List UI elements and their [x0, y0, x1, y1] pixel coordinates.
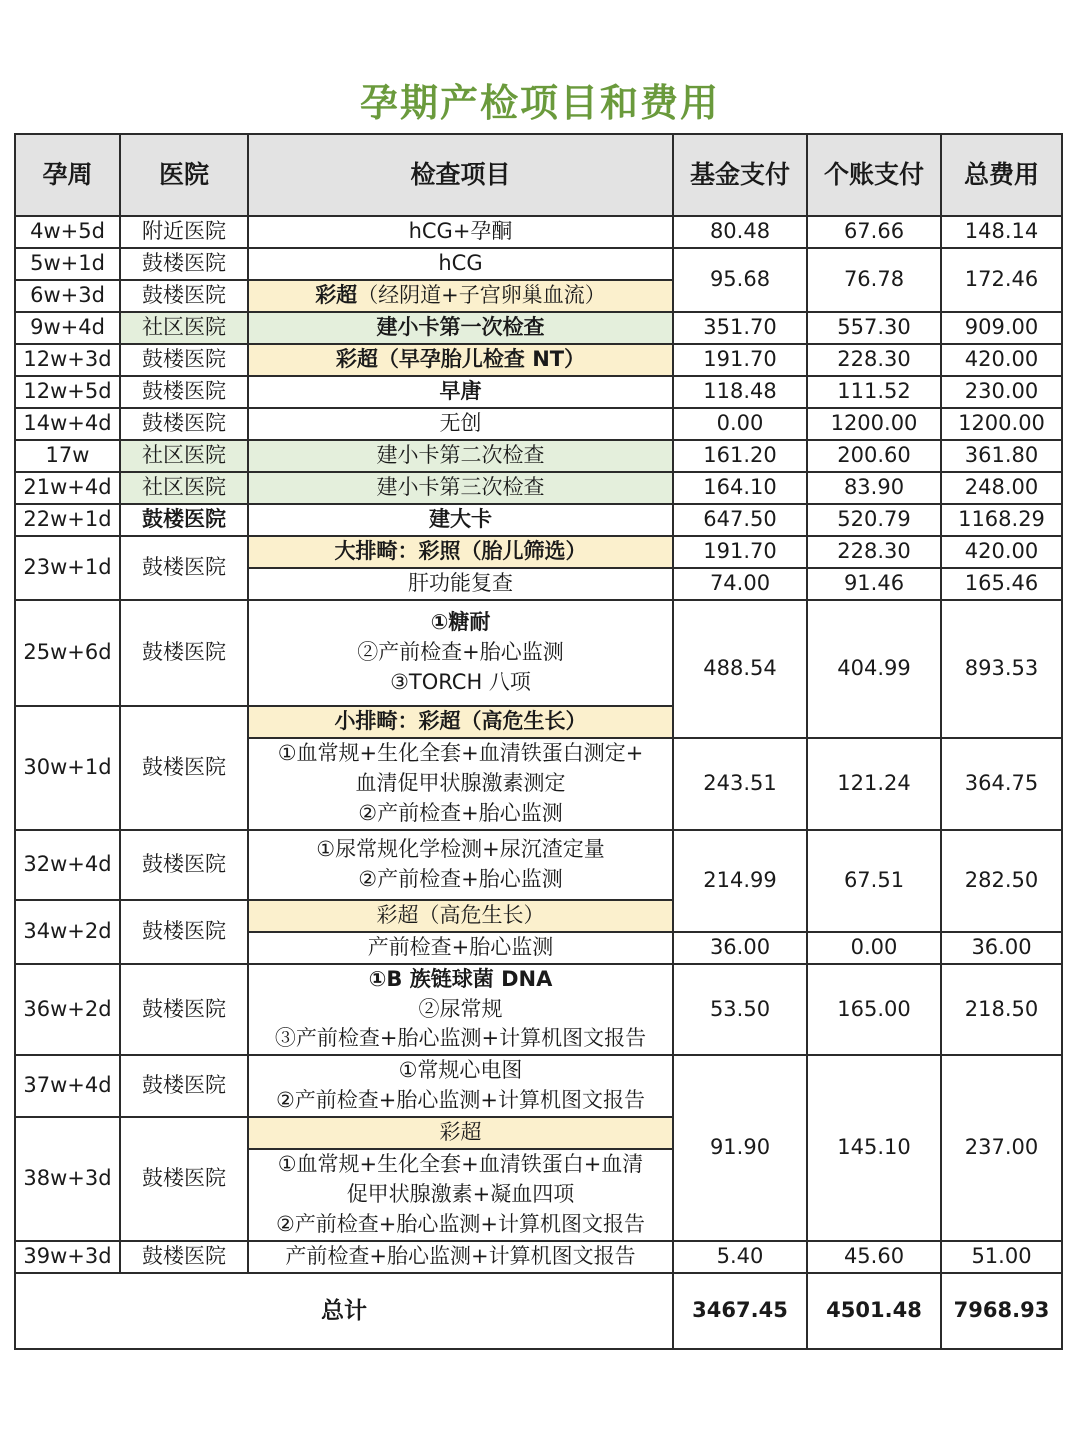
cell-item: [248, 600, 673, 706]
cell-week: 9w+4d: [15, 312, 120, 344]
table-row: [15, 536, 1062, 568]
item-line: ②尿常规: [418, 996, 503, 1021]
cell-total: 1200.00: [941, 408, 1062, 440]
cell-hospital: 鼓楼医院: [120, 280, 248, 312]
cell-item: 彩超（早孕胎儿检查 NT）: [248, 344, 673, 376]
cell-hospital: 鼓楼医院: [120, 408, 248, 440]
cell-hospital: 鼓楼医院: [120, 504, 248, 536]
cell-hospital: 社区医院: [120, 472, 248, 504]
cell-item: [248, 1149, 673, 1241]
summary-label: 总计: [15, 1273, 673, 1349]
cell-total: 909.00: [941, 312, 1062, 344]
cell-personal: 200.60: [807, 440, 941, 472]
cell-total: 893.53: [941, 600, 1062, 738]
item-line: ①血常规+生化全套+血清铁蛋白测定+: [277, 741, 644, 766]
cell-total: 165.46: [941, 568, 1062, 600]
cell-personal: 111.52: [807, 376, 941, 408]
cell-total: 420.00: [941, 344, 1062, 376]
header-items: 检查项目: [248, 134, 673, 216]
cell-fund: 164.10: [673, 472, 807, 504]
cell-week: 14w+4d: [15, 408, 120, 440]
cell-item-head: 彩超: [248, 1117, 673, 1149]
cell-fund: 118.48: [673, 376, 807, 408]
cell-hospital: 鼓楼医院: [120, 1055, 248, 1117]
cell-week: 6w+3d: [15, 280, 120, 312]
cell-week: 4w+5d: [15, 216, 120, 248]
table-row: [15, 1241, 1062, 1273]
cell-personal: 1200.00: [807, 408, 941, 440]
item-line: ②产前检查+胎心监测+计算机图文报告: [275, 1211, 646, 1236]
cell-week: 34w+2d: [15, 900, 120, 964]
cell-fund: 214.99: [673, 830, 807, 932]
fee-table: [14, 133, 1063, 1350]
cell-item: 无创: [248, 408, 673, 440]
cell-total: 172.46: [941, 248, 1062, 312]
table-row: [15, 440, 1062, 472]
cell-week: 12w+5d: [15, 376, 120, 408]
cell-item: 产前检查+胎心监测+计算机图文报告: [248, 1241, 673, 1273]
cell-personal: 557.30: [807, 312, 941, 344]
header-fund: 基金支付: [673, 134, 807, 216]
cell-personal: 145.10: [807, 1055, 941, 1241]
table-row: [15, 216, 1062, 248]
cell-personal: 67.66: [807, 216, 941, 248]
cell-total: 148.14: [941, 216, 1062, 248]
cell-fund: 36.00: [673, 932, 807, 964]
cell-item: [248, 830, 673, 900]
cell-hospital: 社区医院: [120, 440, 248, 472]
cell-total: 1168.29: [941, 504, 1062, 536]
cell-item: 早唐: [248, 376, 673, 408]
cell-total: 230.00: [941, 376, 1062, 408]
cell-hospital: 鼓楼医院: [120, 248, 248, 280]
cell-fund: 488.54: [673, 600, 807, 738]
cell-hospital: 鼓楼医院: [120, 600, 248, 706]
table-row: [15, 504, 1062, 536]
cell-personal: 121.24: [807, 738, 941, 830]
table-row: [15, 248, 1062, 280]
cell-personal: 228.30: [807, 344, 941, 376]
table-row: [15, 830, 1062, 900]
cell-hospital: 附近医院: [120, 216, 248, 248]
cell-fund: 0.00: [673, 408, 807, 440]
summary-fund: 3467.45: [673, 1273, 807, 1349]
item-line: ③产前检查+胎心监测+计算机图文报告: [274, 1026, 647, 1051]
cell-hospital: 鼓楼医院: [120, 830, 248, 900]
cell-total: 364.75: [941, 738, 1062, 830]
page-title: 孕期产检项目和费用: [359, 81, 720, 125]
cell-hospital: 鼓楼医院: [120, 900, 248, 964]
cell-item: [248, 738, 673, 830]
summary-personal: 4501.48: [807, 1273, 941, 1349]
cell-fund: 243.51: [673, 738, 807, 830]
cell-hospital: 社区医院: [120, 312, 248, 344]
cell-total: 237.00: [941, 1055, 1062, 1241]
cell-total: 420.00: [941, 536, 1062, 568]
table-row: [15, 408, 1062, 440]
cell-fund: 74.00: [673, 568, 807, 600]
cell-item: [248, 280, 673, 312]
header-personal: 个账支付: [807, 134, 941, 216]
cell-item: 产前检查+胎心监测: [248, 932, 673, 964]
cell-week: 30w+1d: [15, 706, 120, 830]
cell-total: 282.50: [941, 830, 1062, 932]
cell-personal: 67.51: [807, 830, 941, 932]
item-line: ②产前检查+胎心监测: [358, 866, 563, 891]
cell-item: 建小卡第二次检查: [248, 440, 673, 472]
item-line: ③TORCH 八项: [390, 669, 531, 694]
cell-total: 248.00: [941, 472, 1062, 504]
header-row: [15, 134, 1062, 216]
cell-fund: 80.48: [673, 216, 807, 248]
cell-item: 建小卡第三次检查: [248, 472, 673, 504]
cell-week: 25w+6d: [15, 600, 120, 706]
item-line: ②产前检查+胎心监测: [357, 640, 564, 665]
cell-item: [248, 964, 673, 1055]
cell-hospital: 鼓楼医院: [120, 1117, 248, 1241]
cell-fund: 95.68: [673, 248, 807, 312]
item-line: ①血常规+生化全套+血清铁蛋白+血清: [277, 1152, 644, 1177]
item-rest-part: （经阴道+子宫卵巢血流）: [357, 283, 606, 308]
cell-item: [248, 1055, 673, 1117]
cell-week: 36w+2d: [15, 964, 120, 1055]
cell-personal: 520.79: [807, 504, 941, 536]
cell-week: 38w+3d: [15, 1117, 120, 1241]
cell-item: 肝功能复查: [248, 568, 673, 600]
cell-item-head: 小排畸：彩超（高危生长）: [248, 706, 673, 738]
item-line: ①B 族链球菌 DNA: [368, 966, 553, 991]
cell-item: 大排畸：彩照（胎儿筛选）: [248, 536, 673, 568]
cell-week: 12w+3d: [15, 344, 120, 376]
table-row: [15, 600, 1062, 706]
table-row: [15, 376, 1062, 408]
cell-hospital: 鼓楼医院: [120, 376, 248, 408]
cell-week: 17w: [15, 440, 120, 472]
cell-personal: 0.00: [807, 932, 941, 964]
summary-row: [15, 1273, 1062, 1349]
cell-item: 建大卡: [248, 504, 673, 536]
cell-hospital: 鼓楼医院: [120, 344, 248, 376]
table-row: [15, 1055, 1062, 1117]
cell-week: 22w+1d: [15, 504, 120, 536]
cell-week: 21w+4d: [15, 472, 120, 504]
cell-week: 23w+1d: [15, 536, 120, 600]
cell-item: 建小卡第一次检查: [248, 312, 673, 344]
cell-week: 37w+4d: [15, 1055, 120, 1117]
cell-week: 32w+4d: [15, 830, 120, 900]
cell-fund: 5.40: [673, 1241, 807, 1273]
cell-fund: 53.50: [673, 964, 807, 1055]
cell-total: 361.80: [941, 440, 1062, 472]
item-line: 血清促甲状腺激素测定: [355, 770, 566, 795]
cell-item: hCG: [248, 248, 673, 280]
cell-hospital: 鼓楼医院: [120, 1241, 248, 1273]
table-row: [15, 472, 1062, 504]
cell-total: 36.00: [941, 932, 1062, 964]
cell-fund: 91.90: [673, 1055, 807, 1241]
cell-hospital: 鼓楼医院: [120, 964, 248, 1055]
table-row: [15, 344, 1062, 376]
item-line: ②产前检查+胎心监测+计算机图文报告: [275, 1088, 646, 1113]
cell-hospital: 鼓楼医院: [120, 536, 248, 600]
cell-fund: 191.70: [673, 536, 807, 568]
item-line: ①糖耐: [430, 610, 491, 635]
cell-hospital: 鼓楼医院: [120, 706, 248, 830]
table-row: [15, 964, 1062, 1055]
cell-personal: 45.60: [807, 1241, 941, 1273]
header-total: 总费用: [941, 134, 1062, 216]
item-bold-part: 彩超: [315, 283, 358, 308]
table-row: [15, 312, 1062, 344]
cell-personal: 76.78: [807, 248, 941, 312]
header-week: 孕周: [15, 134, 120, 216]
cell-personal: 228.30: [807, 536, 941, 568]
summary-total: 7968.93: [941, 1273, 1062, 1349]
item-line: 促甲状腺激素+凝血四项: [346, 1182, 575, 1207]
cell-personal: 83.90: [807, 472, 941, 504]
cell-personal: 404.99: [807, 600, 941, 738]
cell-total: 218.50: [941, 964, 1062, 1055]
cell-week: 39w+3d: [15, 1241, 120, 1273]
header-hospital: 医院: [120, 134, 248, 216]
cell-fund: 647.50: [673, 504, 807, 536]
cell-item: hCG+孕酮: [248, 216, 673, 248]
cell-fund: 191.70: [673, 344, 807, 376]
cell-week: 5w+1d: [15, 248, 120, 280]
cell-fund: 161.20: [673, 440, 807, 472]
cell-fund: 351.70: [673, 312, 807, 344]
cell-personal: 165.00: [807, 964, 941, 1055]
cell-total: 51.00: [941, 1241, 1062, 1273]
cell-item: 彩超（高危生长）: [248, 900, 673, 932]
item-line: ①常规心电图: [398, 1058, 523, 1083]
cell-personal: 91.46: [807, 568, 941, 600]
item-line: ①尿常规化学检测+尿沉渣定量: [316, 837, 605, 861]
item-line: ②产前检查+胎心监测: [358, 800, 563, 825]
